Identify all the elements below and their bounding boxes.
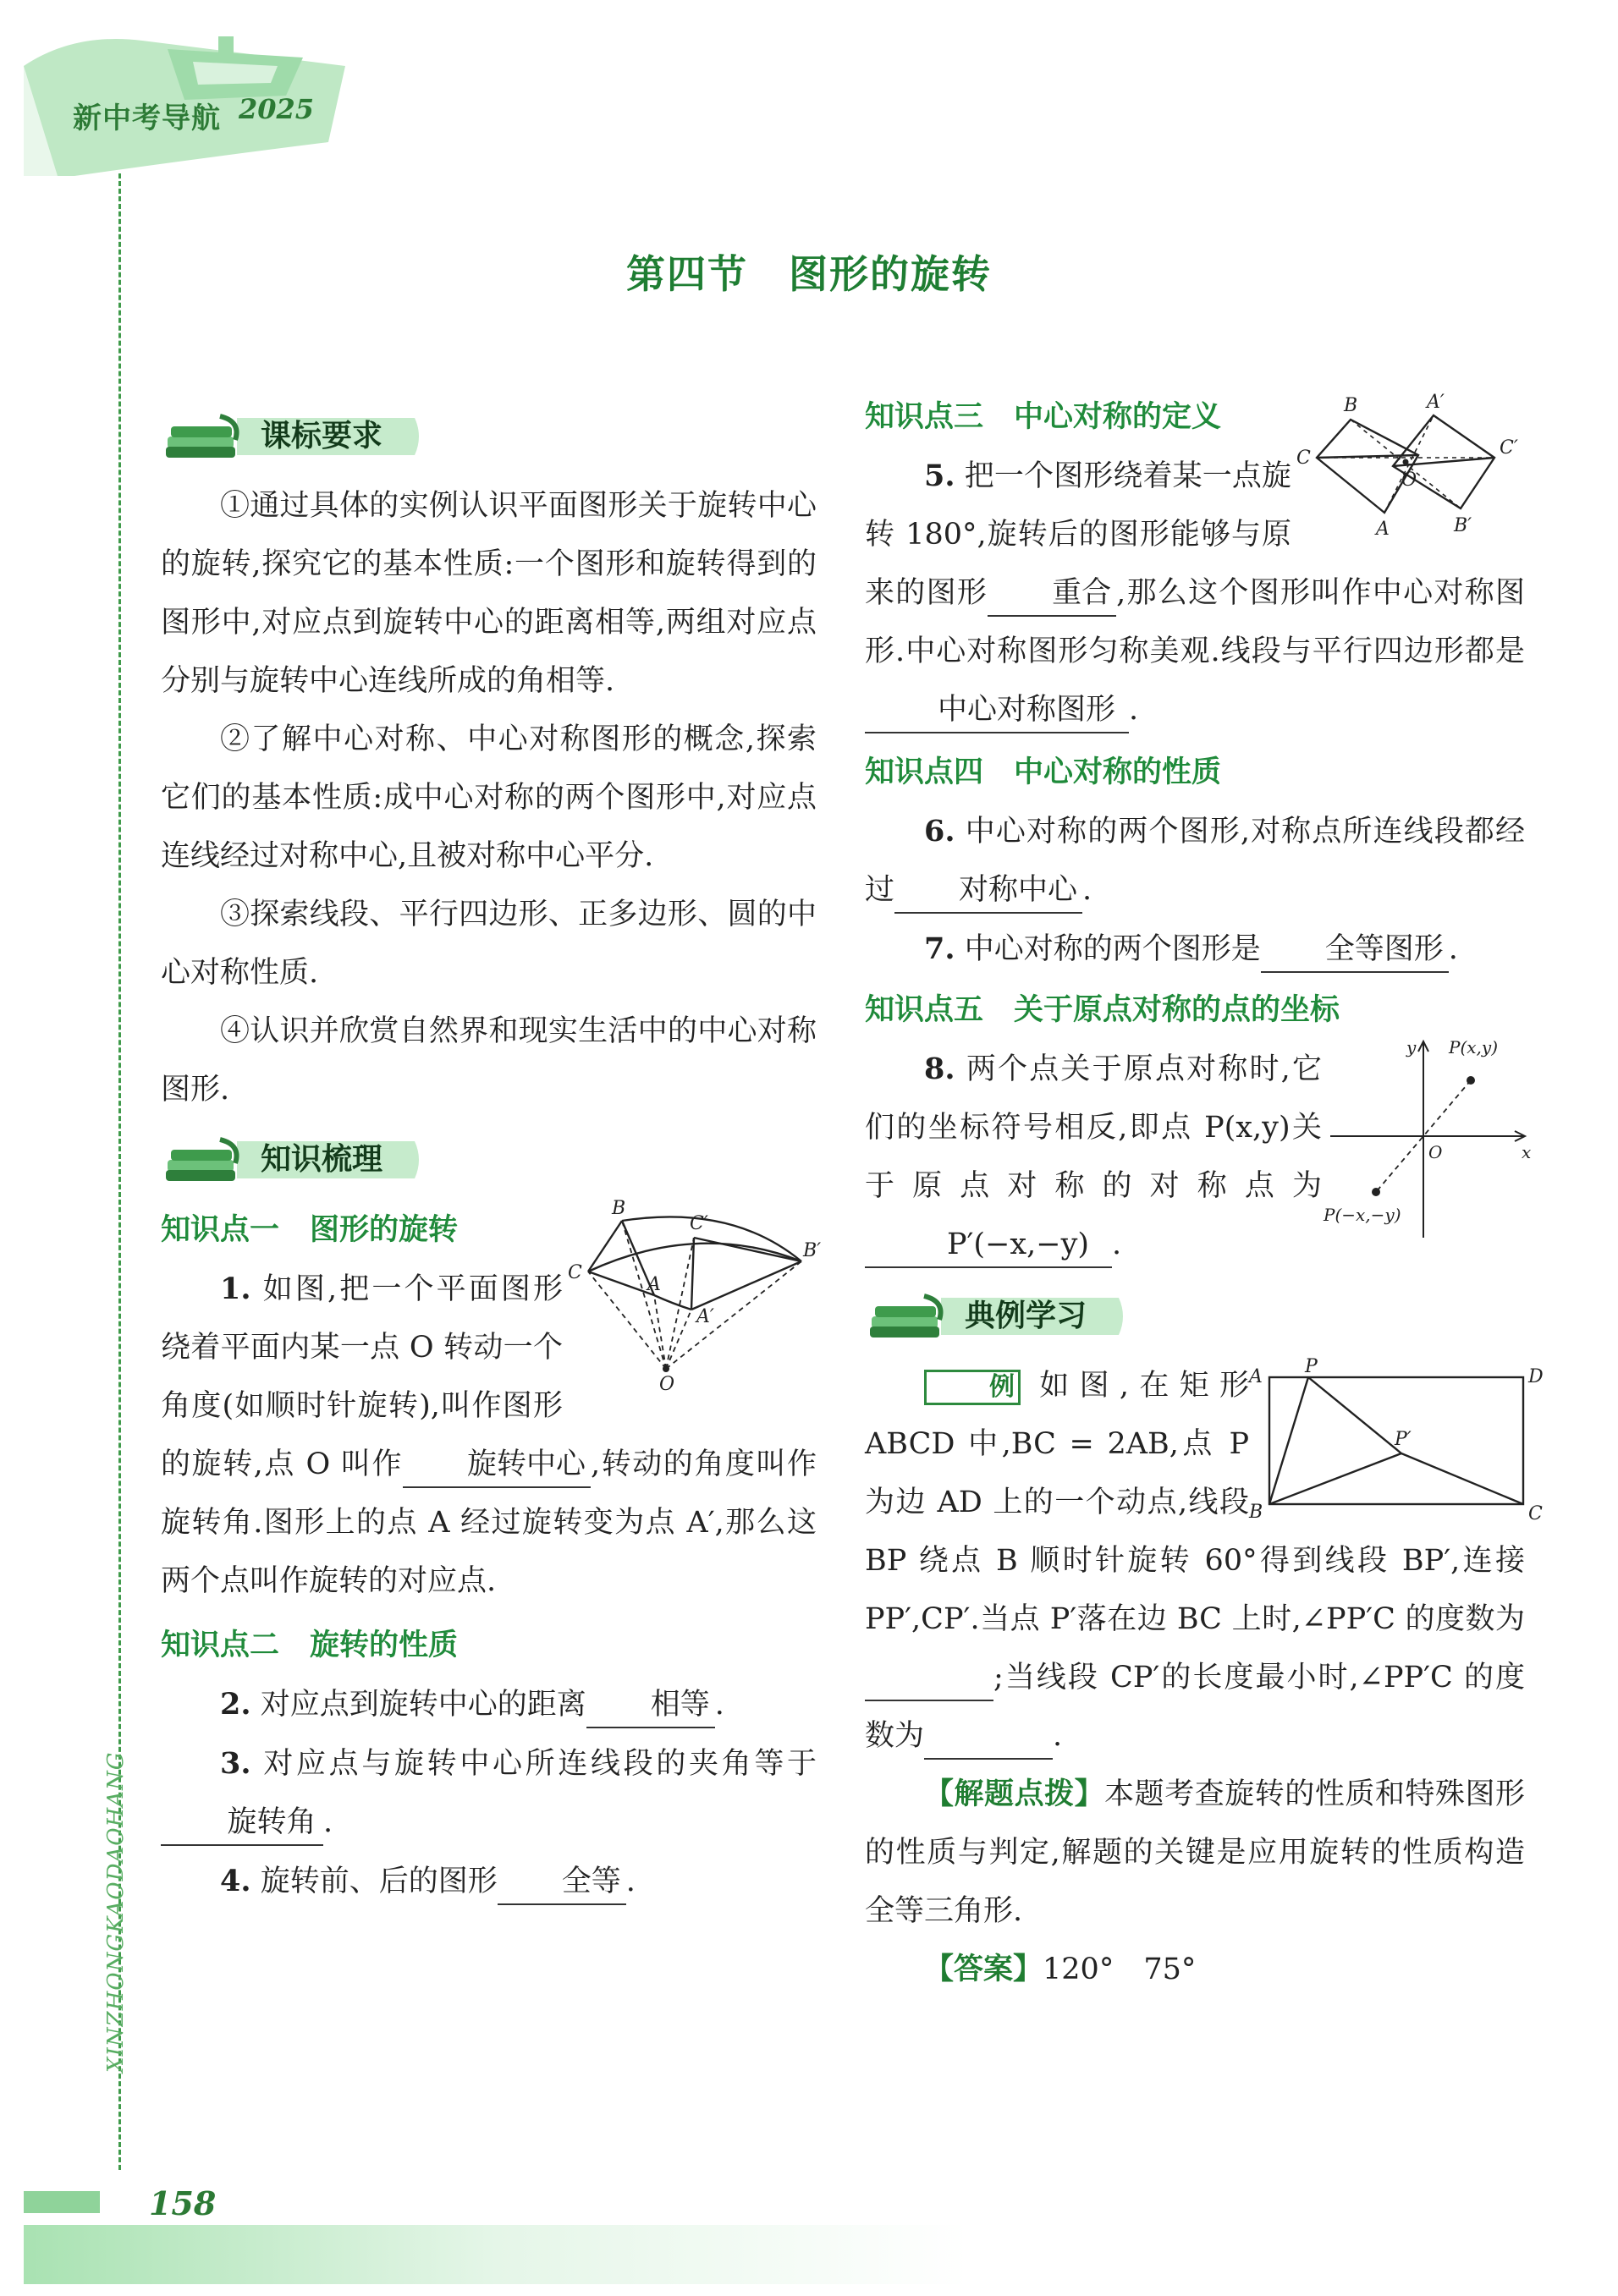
fig-label: P	[1305, 1356, 1318, 1377]
answer-blank: 对称中心	[894, 868, 1082, 914]
kp3-heading: 知识点三 中心对称的定义	[865, 400, 1222, 434]
left-column	[161, 406, 822, 1911]
fig-label: A	[1376, 519, 1390, 540]
header-year: 2025	[239, 93, 315, 125]
fig-label: P(x,y)	[1449, 1037, 1498, 1057]
fig-label: A′	[696, 1306, 714, 1327]
fig-label: A	[647, 1274, 661, 1295]
kp2-heading: 知识点二 旋转的性质	[161, 1629, 459, 1662]
coordinate-figure	[1322, 1035, 1542, 1246]
footer-gradient	[24, 2225, 1598, 2284]
header-brand: 新中考导航	[73, 102, 221, 135]
example-answer: 【答案】120° 75°	[924, 1953, 1197, 1986]
fig-label: D	[1528, 1366, 1544, 1387]
answer-blank	[924, 1714, 1053, 1760]
side-vertical-text: XINZHONGKAODAOHANG	[103, 1751, 129, 2073]
kp4-item7: 7. 中心对称的两个图形是 全等图形 .	[865, 920, 1525, 979]
page-number: 158	[149, 2184, 217, 2222]
fig-label: y	[1406, 1037, 1417, 1057]
answer-blank: 相等	[586, 1683, 715, 1728]
right-column	[865, 392, 1544, 1999]
fig-label: B′	[803, 1240, 822, 1261]
fig-label: C	[1296, 448, 1311, 469]
section-label: 典例学习	[965, 1299, 1087, 1333]
section-label: 知识梳理	[261, 1142, 383, 1177]
kp1-heading: 知识点一 图形的旋转	[161, 1213, 459, 1247]
requirement-item: ①通过具体的实例认识平面图形关于旋转中心的旋转,探究它的基本性质:一个图形和旋转得到的图形中,对应点到旋转中心的距离相等,两组对应点分别与旋转中心连线所成的角相等.	[161, 489, 817, 698]
example-problem: 例 如图,在矩形 ABCD 中,BC = 2AB,点 P 为边 AD 上的一个动点,线段 BP 绕点 B 顺时针旋转 60°得到线段 BP′,连接 PP′,CP′.当点 P′落在边 BC 上时,∠PP′C 的度数为 ;当线段 CP′的长度最小时,∠PP′C 的度数为 .	[865, 1357, 1525, 1766]
requirement-item: ④认识并欣赏自然界和现实生活中的中心对称图形.	[161, 1014, 817, 1107]
hint-label: 【解题点拨】	[924, 1777, 1105, 1811]
answer-blank: 全等	[498, 1859, 626, 1905]
answer-blank: P′(−x,−y)	[865, 1222, 1112, 1268]
page-title: 第四节 图形的旋转	[626, 251, 992, 297]
answer-blank: 中心对称图形	[865, 688, 1129, 733]
kp5-heading: 知识点五 关于原点对称的点的坐标	[865, 993, 1340, 1027]
section-header-knowledge	[161, 1129, 817, 1195]
answer-blank: 旋转角	[161, 1800, 323, 1846]
fig-label: O	[1401, 470, 1417, 491]
example-hint: 【解题点拨】本题考查旋转的性质和特殊图形的性质与判定,解题的关键是应用旋转的性质构造全等三角形.	[865, 1777, 1525, 1928]
fig-label: C	[568, 1262, 582, 1283]
fig-label: O	[1428, 1142, 1443, 1162]
fig-label: B	[1344, 395, 1358, 416]
fig-label: P(−x,−y)	[1324, 1205, 1401, 1225]
kp3-item5: 5. 把一个图形绕着某一点旋转 180°,旋转后的图形能够与原来的图形 重合 ,那么这个图形叫作中心对称图形.中心对称图形匀称美观.线段与平行四边形都是中心对称图形 .	[865, 447, 1525, 739]
rectangle-figure	[1249, 1356, 1545, 1530]
fig-label: C′	[690, 1213, 708, 1234]
fig-label: O	[659, 1374, 675, 1395]
fig-label: C′	[1500, 437, 1518, 459]
kp2-item2: 2. 对应点到旋转中心的距离 相等 .	[161, 1675, 817, 1734]
example-tag: 例	[924, 1370, 1021, 1405]
section-header-requirements	[161, 406, 817, 472]
requirement-item: ②了解中心对称、中心对称图形的概念,探索它们的基本性质:成中心对称的两个图形中,对应点连线经过对称中心,且被对称中心平分.	[161, 722, 817, 873]
fig-label: B′	[1454, 515, 1472, 536]
footer-bar	[24, 2191, 100, 2213]
kp2-item4: 4. 旋转前、后的图形 全等 .	[161, 1852, 817, 1911]
fig-label: x	[1522, 1142, 1532, 1162]
answer-blank: 旋转中心	[403, 1442, 591, 1488]
section-header-examples	[865, 1286, 1525, 1352]
answer-blank: 重合	[988, 571, 1116, 617]
kp4-item6: 6. 中心对称的两个图形,对称点所连线段都经过 对称中心 .	[865, 802, 1525, 920]
answer-label: 【答案】	[924, 1953, 1043, 1986]
fig-label: A′	[1427, 392, 1445, 413]
kp5-item8: 8. 两个点关于原点对称时,它们的坐标符号相反,即点 P(x,y)关于原点对称的对称点为P′(−x,−y) .	[865, 1040, 1525, 1274]
answer-blank: 全等图形	[1261, 927, 1449, 973]
answer-blank	[865, 1656, 993, 1701]
fig-label: B	[1249, 1502, 1263, 1523]
requirement-item: ③探索线段、平行四边形、正多边形、圆的中心对称性质.	[161, 898, 817, 990]
kp1-item1: 1. 如图,把一个平面图形绕着平面内某一点 O 转动一个角度(如顺时针旋转),叫作图形的旋转,点 O 叫作 旋转中心 ,转动的角度叫作旋转角.图形上的点 A 经过旋转变为点 A′,那么这两个点叫作旋转的对应点.	[161, 1272, 817, 1598]
fig-label: B	[612, 1198, 626, 1219]
fig-label: P′	[1395, 1429, 1412, 1450]
kp4-heading: 知识点四 中心对称的性质	[865, 755, 1222, 789]
fig-label: C	[1528, 1503, 1543, 1524]
rotation-figure	[563, 1195, 822, 1395]
kp2-item3: 3. 对应点与旋转中心所连线段的夹角等于旋转角 .	[161, 1734, 817, 1852]
central-symmetry-figure	[1291, 394, 1545, 547]
fig-label: A	[1249, 1366, 1263, 1387]
section-label: 课标要求	[261, 419, 383, 453]
